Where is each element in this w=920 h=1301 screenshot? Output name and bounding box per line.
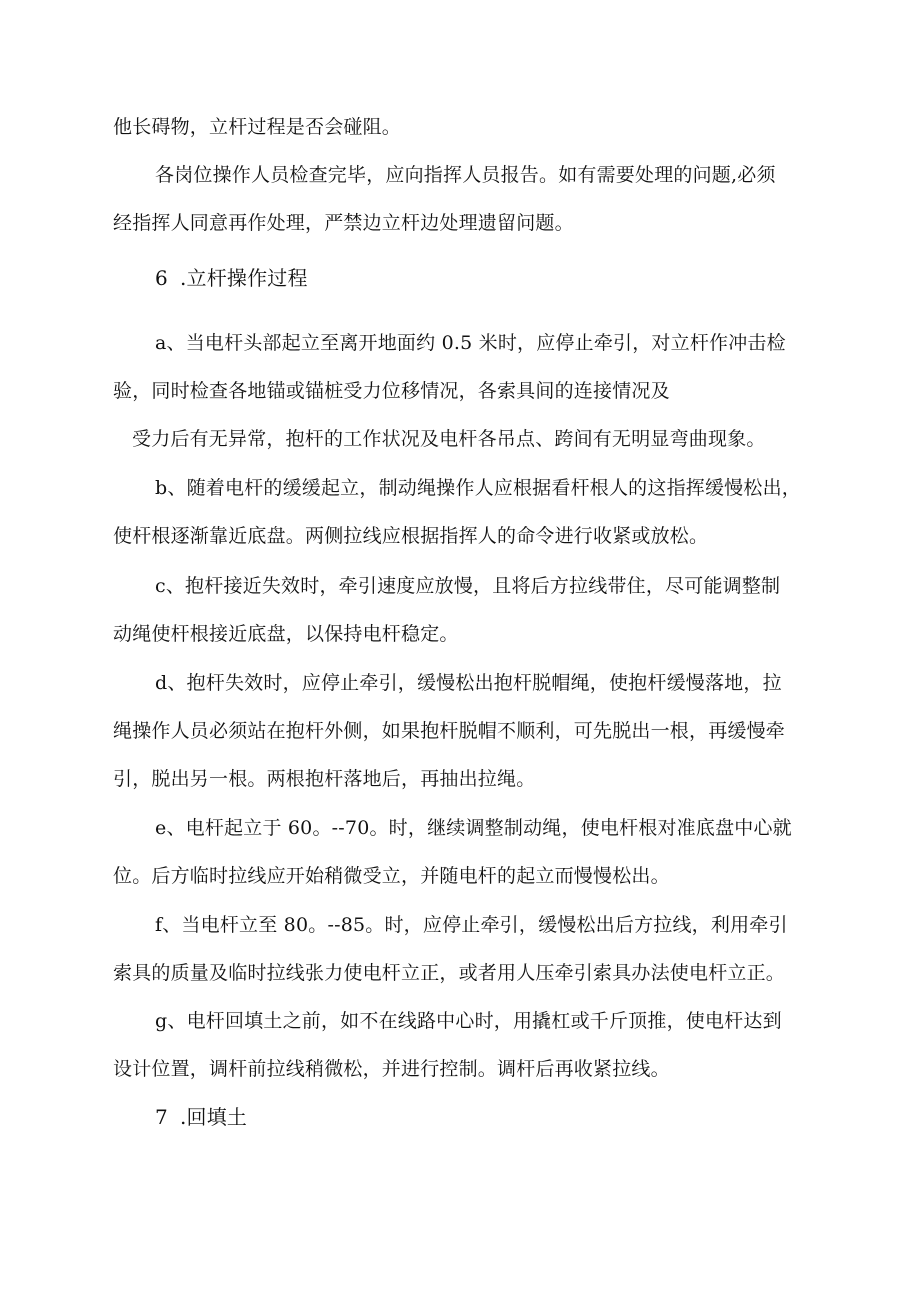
text-line: 验，同时检查各地锚或锚桩受力位移情况，各索具间的连接情况及 [113, 380, 670, 402]
text-line: 动绳使杆根接近底盘，以保持电杆稳定。 [113, 623, 459, 645]
text-line: f、当电杆立至 80。--85。时，应停止牵引，缓慢松出后方拉线，利用牵引 [155, 914, 788, 936]
text-line: b、随着电杆的缓缓起立，制动绳操作人应根据看杆根人的这指挥缓慢松出， [155, 477, 801, 499]
section-heading: 6 .立杆操作过程 [155, 266, 308, 290]
text-line: 使杆根逐渐靠近底盘。两侧拉线应根据指挥人的命令进行收紧或放松。 [113, 525, 709, 547]
text-line: 引，脱出另一根。两根抱杆落地后，再抽出拉绳。 [113, 768, 536, 790]
text-line: 索具的质量及临时拉线张力使电杆立正，或者用人压牵引索具办法使电杆立正。 [113, 962, 786, 984]
text-line: 设计位置，调杆前拉线稍微松，并进行控制。调杆后再收紧拉线。 [113, 1058, 670, 1080]
text-line: d、抱杆失效时，应停止牵引，缓慢松出抱杆脱帽绳，使抱杆缓慢落地，拉 [155, 672, 782, 694]
text-line: 经指挥人同意再作处理，严禁边立杆边处理遗留问题。 [113, 212, 574, 234]
text-line: 受力后有无异常，抱杆的工作状况及电杆各吊点、跨间有无明显弯曲现象。 [132, 428, 766, 450]
text-line: a、当电杆头部起立至离开地面约 0.5 米时，应停止牵引，对立杆作冲击检 [155, 332, 786, 354]
text-line: 他长碍物，立杆过程是否会碰阻。 [113, 116, 402, 138]
text-line: g、电杆回填土之前，如不在线路中心时，用撬杠或千斤顶推，使电杆达到 [155, 1010, 782, 1032]
text-line: 位。后方临时拉线应开始稍微受立，并随电杆的起立而慢慢松出。 [113, 865, 670, 887]
text-line: e、电杆起立于 60。--70。时，继续调整制动绳，使电杆根对准底盘中心就 [155, 817, 792, 839]
section-heading: 7 .回填土 [155, 1105, 248, 1129]
text-line: c、抱杆接近失效时，牵引速度应放慢，且将后方拉线带住，尽可能调整制 [155, 575, 781, 597]
text-line: 各岗位操作人员检查完毕，应向指挥人员报告。如有需要处理的问题,必须 [155, 164, 776, 186]
text-line: 绳操作人员必须站在抱杆外侧，如果抱杆脱帽不顺利，可先脱出一根，再缓慢牵 [113, 720, 786, 742]
